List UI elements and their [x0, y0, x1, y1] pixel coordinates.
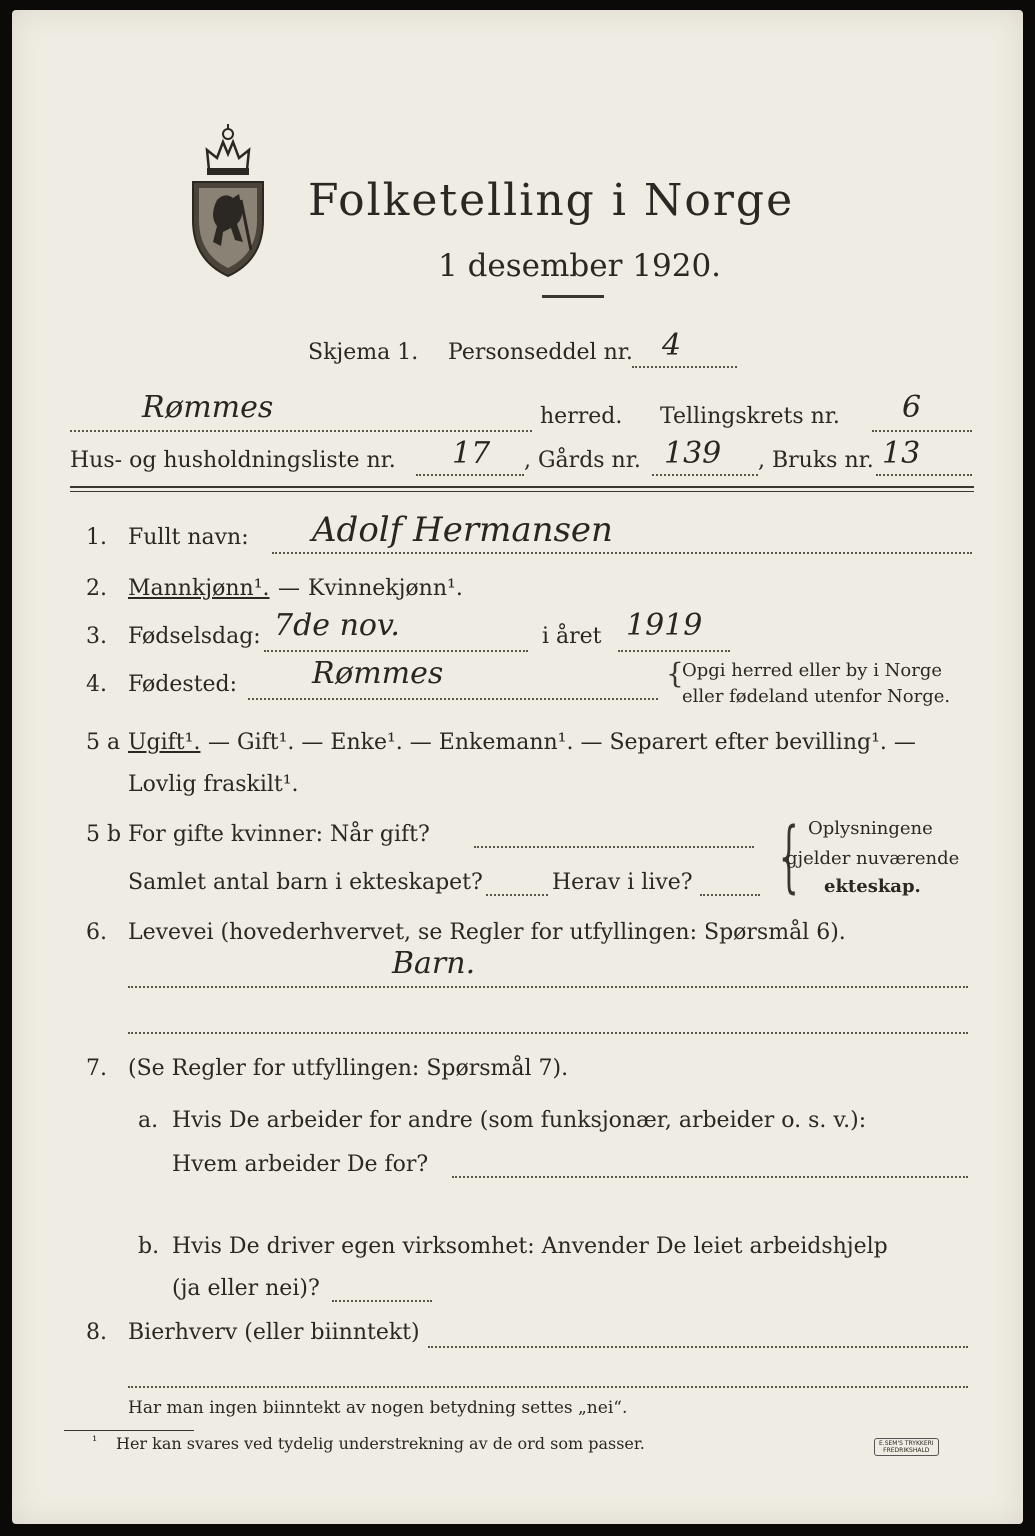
herred-line — [70, 430, 532, 432]
hired-help-line — [332, 1300, 432, 1302]
when-married-line — [474, 846, 754, 848]
occupation-value[interactable]: Barn. — [392, 946, 476, 981]
footnote-divider — [64, 1430, 194, 1431]
form-title: Folketelling i Norge — [308, 175, 795, 226]
personseddel-line — [632, 366, 737, 368]
header-divider-thin — [70, 491, 974, 492]
husliste-value[interactable]: 17 — [452, 436, 491, 471]
q5b-brace: { — [778, 812, 799, 902]
q7b-letter: b. — [138, 1234, 160, 1259]
year-line — [618, 650, 730, 652]
herred-value[interactable]: Rømmes — [142, 390, 274, 425]
side-income-line-1 — [428, 1346, 968, 1348]
q6-label: Levevei (hovederhvervet, se Regler for utfyllingen: Spørsmål 6). — [128, 920, 846, 945]
q5a-number: 5 a — [86, 730, 121, 755]
q4-number: 4. — [86, 672, 107, 697]
tellingskrets-value[interactable]: 6 — [902, 390, 922, 425]
q3-number: 3. — [86, 624, 107, 649]
bruks-label: , Bruks nr. — [758, 448, 874, 473]
q5b-children-label: Samlet antal barn i ekteskapet? — [128, 870, 483, 895]
q3-label: Fødselsdag: — [128, 624, 261, 649]
q5b-note-line2: gjelder nuværende — [786, 848, 960, 869]
q8-number: 8. — [86, 1320, 107, 1345]
footnote-mark: ¹ — [92, 1434, 98, 1449]
q2-number: 2. — [86, 576, 107, 601]
marital-options[interactable]: — Gift¹. — Enke¹. — Enkemann¹. — Separert efter bevilling¹. — — [208, 730, 916, 755]
header-divider-thick — [70, 486, 974, 488]
q7-label: (Se Regler for utfyllingen: Spørsmål 7). — [128, 1056, 569, 1081]
gards-value[interactable]: 139 — [664, 436, 722, 471]
q6-number: 6. — [86, 920, 107, 945]
printer-stamp — [874, 1438, 939, 1456]
tellingskrets-label: Tellingskrets nr. — [660, 404, 840, 429]
husliste-label: Hus- og husholdningsliste nr. — [70, 448, 396, 473]
census-form-sheet — [12, 10, 1023, 1524]
q7b-line2: (ja eller nei)? — [172, 1276, 320, 1301]
q4-line — [248, 698, 658, 700]
personseddel-label: Personseddel nr. — [448, 340, 633, 365]
title-divider — [542, 295, 604, 298]
q3-line — [264, 650, 528, 652]
bruks-line — [876, 474, 972, 476]
husliste-line — [416, 474, 524, 476]
birthplace-value[interactable]: Rømmes — [312, 656, 444, 691]
female-option[interactable]: Kvinnekjønn¹. — [308, 576, 463, 601]
personseddel-value[interactable]: 4 — [662, 328, 682, 363]
unmarried-option[interactable]: Ugift¹. — [128, 730, 201, 755]
printer-stamp-line1: E.SEM'S TRYKKERI — [879, 1440, 934, 1447]
herred-label: herred. — [540, 404, 623, 429]
q5b-number: 5 b — [86, 822, 122, 847]
side-income-note: Har man ingen biinntekt av nogen betydning settes „nei“. — [128, 1398, 628, 1418]
birthday-value[interactable]: 7de nov. — [274, 608, 400, 643]
footnote-text: Her kan svares ved tydelig understrekning av de ord som passer. — [116, 1434, 645, 1453]
q7a-letter: a. — [138, 1108, 159, 1133]
gards-line — [652, 474, 758, 476]
q5b-note-line1: Oplysningene — [808, 818, 933, 839]
norwegian-coat-of-arms-icon — [187, 120, 269, 280]
printer-stamp-line2: FREDRIKSHALD — [883, 1447, 930, 1454]
q8-label: Bierhverv (eller biinntekt) — [128, 1320, 420, 1345]
q2-separator: — — [278, 576, 300, 601]
side-income-line-2 — [128, 1386, 968, 1388]
q1-number: 1. — [86, 525, 107, 550]
occupation-line-1 — [128, 986, 968, 988]
q7b-line1: Hvis De driver egen virksomhet: Anvender De leiet arbeidshjelp — [172, 1234, 888, 1259]
q1-line — [272, 552, 972, 554]
occupation-line-2 — [128, 1032, 968, 1034]
q7a-line2: Hvem arbeider De for? — [172, 1152, 429, 1177]
q7-number: 7. — [86, 1056, 107, 1081]
children-alive-line — [700, 894, 760, 896]
census-date: 1 desember 1920. — [438, 248, 722, 284]
q5b-note-line3: ekteskap. — [824, 876, 921, 897]
q4-label: Fødested: — [128, 672, 238, 697]
employer-line — [452, 1176, 968, 1178]
birth-year-value[interactable]: 1919 — [626, 608, 703, 643]
male-option[interactable]: Mannkjønn¹. — [128, 576, 270, 601]
q4-brace: { — [666, 657, 684, 690]
divorced-option[interactable]: Lovlig fraskilt¹. — [128, 772, 299, 797]
children-count-line — [486, 894, 548, 896]
tellingskrets-line — [872, 430, 972, 432]
full-name-value[interactable]: Adolf Hermansen — [312, 510, 613, 550]
bruks-value[interactable]: 13 — [882, 436, 921, 471]
gards-label: , Gårds nr. — [524, 448, 641, 473]
q4-note-line1: Opgi herred eller by i Norge — [682, 660, 943, 681]
q7a-line1: Hvis De arbeider for andre (som funksjonær, arbeider o. s. v.): — [172, 1108, 867, 1133]
q1-label: Fullt navn: — [128, 525, 249, 550]
q5b-line1: For gifte kvinner: Når gift? — [128, 822, 430, 847]
q5b-alive-label: Herav i live? — [552, 870, 693, 895]
q4-note-line2: eller fødeland utenfor Norge. — [682, 686, 951, 707]
skjema-label: Skjema 1. — [308, 340, 419, 365]
year-label: i året — [542, 624, 602, 649]
